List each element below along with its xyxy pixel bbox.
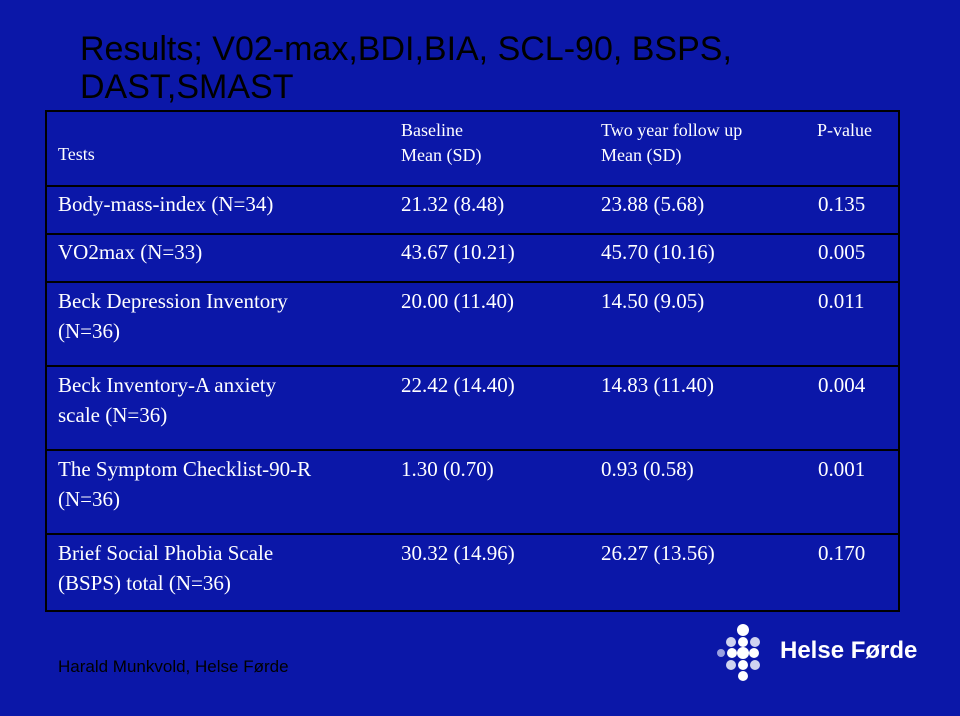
test-name-line1: VO2max (N=33) [58,240,203,264]
pvalue-value: 0.005 [818,240,866,264]
header-pvalue: P-value [817,120,872,140]
followup-value: 45.70 (10.16) [601,240,715,264]
test-name-line1: Beck Inventory-A anxiety [58,373,277,397]
test-name-line1: Brief Social Phobia Scale [58,541,274,565]
table-row [47,451,898,535]
followup-value: 14.50 (9.05) [601,289,705,313]
baseline-value: 43.67 (10.21) [401,240,515,264]
test-name-line1: Beck Depression Inventory [58,289,288,313]
pvalue-value: 0.001 [818,457,866,481]
baseline-value: 30.32 (14.96) [401,541,515,565]
header-baseline-line2: Mean (SD) [401,145,482,165]
pvalue-value: 0.170 [818,541,866,565]
table-row [47,187,898,235]
header-baseline-line1: Baseline [401,120,463,140]
header-followup-line2: Mean (SD) [601,145,682,165]
footer-author: Harald Munkvold, Helse Førde [58,657,289,676]
pvalue-value: 0.004 [818,373,866,397]
results-table [45,110,900,612]
followup-value: 0.93 (0.58) [601,457,694,481]
table-header-row [47,112,898,187]
followup-value: 14.83 (11.40) [601,373,714,397]
test-name [58,189,378,219]
test-name [58,237,378,267]
baseline-value: 20.00 (11.40) [401,289,514,313]
header-baseline [401,118,591,168]
baseline-value: 22.42 (14.40) [401,373,515,397]
table-row [47,235,898,283]
pvalue-value: 0.135 [818,192,866,216]
header-tests: Tests [58,144,95,164]
table-row [47,535,898,612]
test-name-line1: Body-mass-index (N=34) [58,192,274,216]
followup-value: 26.27 (13.56) [601,541,715,565]
followup-value: 23.88 (5.68) [601,192,705,216]
table-row [47,283,898,367]
baseline-value: 1.30 (0.70) [401,457,494,481]
test-name [58,454,378,514]
test-name-line2: (BSPS) total (N=36) [58,571,231,595]
header-followup-line1: Two year follow up [601,120,743,140]
test-name [58,370,378,430]
test-name-line2: scale (N=36) [58,403,168,427]
pvalue-value: 0.011 [818,289,865,313]
slide-title: Results; V02-max,BDI,BIA, SCL-90, BSPS, DAST,SMAST [80,30,732,106]
logo-dots-icon [712,620,774,682]
table-row [47,367,898,451]
test-name-line1: The Symptom Checklist-90-R [58,457,312,481]
helse-forde-logo [712,620,922,682]
test-name [58,286,378,346]
logo-text: Helse Førde [780,637,918,664]
test-name-line2: (N=36) [58,487,120,511]
header-followup [601,118,811,168]
test-name [58,538,378,598]
test-name-line2: (N=36) [58,319,120,343]
baseline-value: 21.32 (8.48) [401,192,505,216]
